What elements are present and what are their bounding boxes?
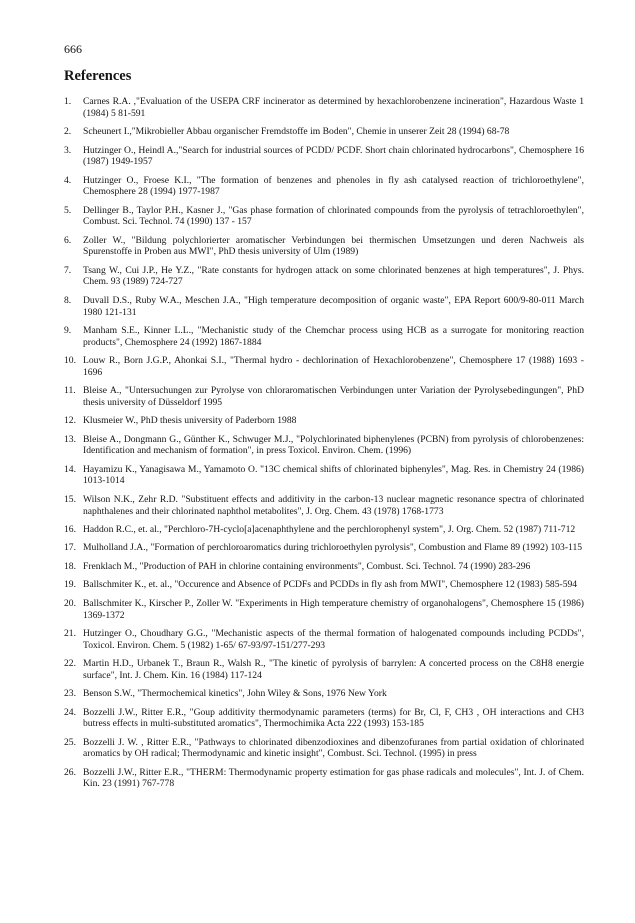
reference-text: Dellinger B., Taylor P.H., Kasner J., "Gas phase formation of chlorinated compounds from the pyrolysis of tetrachloroethylen", Combust. Sci. Technol. 74 (1990) 137 - 157 (83, 204, 584, 228)
reference-text: Scheunert I.,"Mikrobieller Abbau organischer Fremdstoffe im Boden", Chemie in unserer Zeit 28 (1994) 68-78 (83, 126, 510, 138)
reference-item (64, 561, 584, 573)
reference-number: 21. (64, 628, 76, 639)
reference-item (64, 737, 584, 760)
reference-text: Wilson N.K., Zehr R.D. "Substituent effects and additivity in the carbon-13 nuclear magnetic resonance spectra of chlorinated naphthalenes and their chlorinated naphthol metabolites", J. Org. Chem. 43 (1978) 1768-1773 (83, 493, 584, 517)
reference-text: Ballschmiter K., Kirscher P., Zoller W. "Experiments in High temperature chemistry of organohalogens", Chemosphere 15 (1986) 1369-1372 (83, 597, 584, 621)
reference-list (64, 96, 584, 797)
reference-item (64, 295, 584, 318)
reference-number: 3. (64, 144, 72, 156)
reference-item (64, 494, 584, 517)
reference-text: Martin H.D., Urbanek T., Braun R., Walsh R., "The kinetic of pyrolysis of barrylen: A concerted process on the C8H8 energie surface", Int. J. Chem. Kin. 16 (1984) 117-124 (83, 658, 584, 681)
reference-item (64, 434, 584, 457)
reference-text: Frenklach M., "Production of PAH in chlorine containing environments", Combust. Sci. Technol. 74 (1990) 283-296 (83, 560, 531, 572)
reference-text: Ballschmiter K., et. al., "Occurence and Absence of PCDFs and PCDDs in fly ash from MWI", Chemosphere 12 (1983) 585-594 (83, 579, 578, 591)
reference-text: Benson S.W., "Thermochemical kinetics", John Wiley & Sons, 1976 New York (83, 688, 387, 700)
reference-number: 13. (64, 433, 76, 445)
reference-number: 9. (64, 325, 72, 337)
reference-number: 16. (64, 523, 76, 535)
reference-item (64, 707, 584, 730)
reference-number: 19. (64, 579, 76, 591)
reference-item (64, 355, 584, 378)
reference-number: 1. (64, 96, 72, 107)
reference-item (64, 205, 584, 228)
reference-item (64, 628, 584, 651)
reference-item (64, 688, 584, 700)
reference-number: 23. (64, 688, 76, 700)
reference-number: 25. (64, 736, 76, 748)
reference-item (64, 767, 584, 790)
reference-number: 20. (64, 597, 76, 609)
reference-number: 15. (64, 493, 76, 505)
reference-number: 17. (64, 542, 76, 554)
reference-item (64, 464, 584, 487)
reference-number: 7. (64, 264, 72, 276)
page-number: 666 (64, 42, 82, 56)
reference-number: 11. (64, 385, 76, 397)
reference-number: 26. (64, 766, 76, 778)
reference-number: 24. (64, 706, 76, 718)
reference-number: 5. (64, 204, 72, 216)
reference-text: Klusmeier W., PhD thesis university of Paderborn 1988 (83, 415, 297, 427)
references-heading: References (64, 68, 132, 84)
reference-text: Bozzelli J.W., Ritter E.R., "Goup additivity thermodynamic parameters (terms) for Br, Cl, F, CH3 , OH interactions and CH3 butress effects in multi-substituted aromatics", Thermochimika Acta 222 (1993) 153-185 (83, 706, 584, 730)
reference-text: Hutzinger O., Heindl A.,"Search for industrial sources of PCDD/ PCDF. Short chain chlorinated hydrocarbons", Chemosphere 16 (1987) 1949-1957 (83, 144, 584, 168)
reference-item (64, 325, 584, 348)
reference-text: Hutzinger O., Froese K.I., "The formation of benzenes and phenoles in fly ash catalysed reaction of trichloroethylene", Chemosphere 28 (1994) 1977-1987 (83, 174, 584, 198)
reference-item (64, 598, 584, 621)
reference-text: Bozzelli J.W., Ritter E.R., "THERM: Thermodynamic property estimation for gas phase radicals and molecules", Int. J. of Chem. Kin. 23 (1991) 767-778 (83, 766, 584, 790)
reference-text: Bozzelli J. W. , Ritter E.R., "Pathways to chlorinated dibenzodioxines and dibenzofuranes from partial oxidation of chlorinated aromatics by OH radical; Thermodynamic and kinetic insight", Combust. Sci. Technol. (1995) in press (83, 736, 584, 760)
reference-number: 14. (64, 463, 76, 475)
reference-number: 18. (64, 560, 76, 572)
reference-text: Hayamizu K., Yanagisawa M., Yamamoto O. "13C chemical shifts of chlorinated biphenyles", Mag. Res. in Chemistry 24 (1986) 1013-1014 (83, 463, 584, 487)
reference-text: Mulholland J.A., "Formation of perchloroaromatics during trichloroethylen pyrolysis", Combustion and Flame 89 (1992) 103-115 (83, 542, 583, 554)
reference-number: 22. (64, 658, 76, 670)
reference-number: 4. (64, 174, 72, 186)
reference-text: Duvall D.S., Ruby W.A., Meschen J.A., "High temperature decomposition of organic waste", EPA Report 600/9-80-011 March 1980 121-131 (83, 294, 584, 318)
reference-number: 8. (64, 294, 72, 306)
reference-text: Louw R., Born J.G.P., Ahonkai S.I., "Thermal hydro - dechlorination of Hexachlorobenzene", Chemosphere 17 (1988) 1693 - 1696 (83, 355, 584, 378)
reference-number: 6. (64, 234, 72, 246)
reference-text: Manham S.E., Kinner L.L., "Mechanistic study of the Chemchar process using HCB as a surrogate for monitoring reaction products", Chemosphere 24 (1992) 1867-1884 (83, 325, 584, 348)
reference-item (64, 524, 584, 536)
reference-text: Bleise A., "Untersuchungen zur Pyrolyse von chloraromatischen Verbindungen unter Variation der Pyrolysebedingungen", PhD thesis university of Düsseldorf 1995 (83, 385, 584, 408)
reference-item (64, 542, 584, 554)
reference-text: Hutzinger O., Choudhary G.G., "Mechanistic aspects of the thermal formation of halogenated compounds including PCDDs", Toxicol. Environ. Chem. 5 (1982) 1-65/ 67-93/97-151/277-293 (83, 628, 584, 651)
reference-text: Carnes R.A. ,"Evaluation of the USEPA CRF incinerator as determined by hexachlorobenzene incineration", Hazardous Waste 1 (1984) 5 81-591 (83, 96, 584, 119)
reference-number: 2. (64, 126, 72, 138)
reference-item (64, 126, 584, 138)
reference-item (64, 145, 584, 168)
reference-number: 10. (64, 355, 76, 367)
reference-text: Bleise A., Dongmann G., Günther K., Schwuger M.J., "Polychlorinated biphenylenes (PCBN) from pyrolysis of chlorobenzenes: Identification and mechanism of formation", in press Toxicol. Environ. Chem. (1996) (83, 433, 584, 457)
reference-number: 12. (64, 415, 76, 427)
reference-item (64, 658, 584, 681)
reference-item (64, 175, 584, 198)
reference-item (64, 235, 584, 258)
reference-item (64, 415, 584, 427)
reference-text: Haddon R.C., et. al., "Perchloro-7H-cyclo[a]acenaphthylene and the perchlorophenyl system", J. Org. Chem. 52 (1987) 711-712 (83, 523, 576, 535)
reference-item (64, 385, 584, 408)
reference-text: Zoller W., "Bildung polychlorierter aromatischer Verbindungen bei thermischen Umsetzungen und deren Nachweis als Spurenstoffe in Proben aus MWI", PhD thesis university of Ulm (1989) (83, 234, 584, 258)
reference-item (64, 265, 584, 288)
reference-item (64, 96, 584, 119)
reference-text: Tsang W., Cui J.P., He Y.Z., "Rate constants for hydrogen attack on some chlorinated benzenes at high temperatures", J. Phys. Chem. 93 (1989) 724-727 (83, 264, 584, 288)
reference-item (64, 579, 584, 591)
